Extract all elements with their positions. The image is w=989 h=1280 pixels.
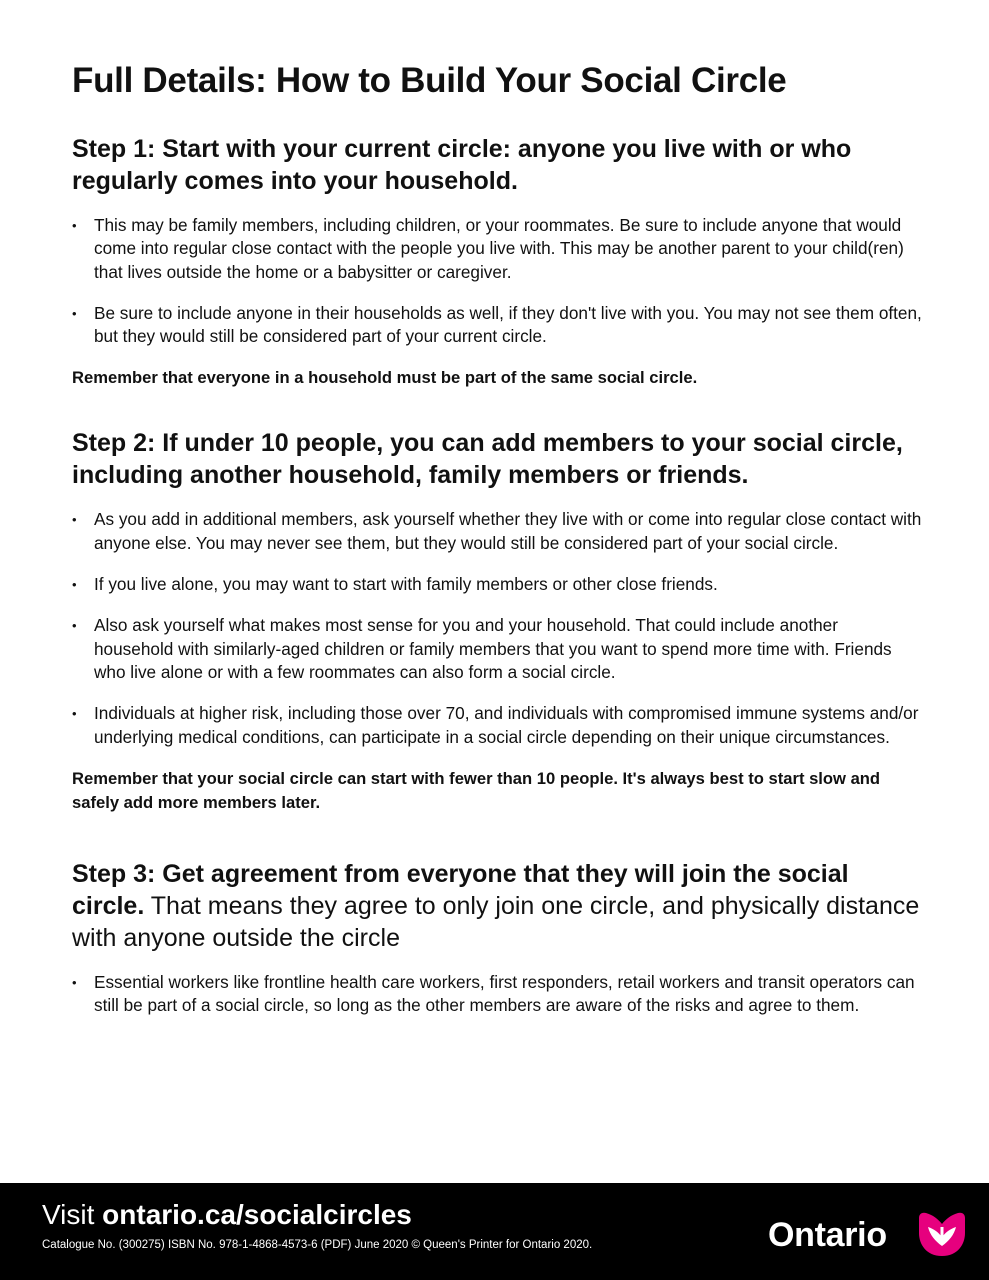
ontario-trillium-icon (916, 1207, 968, 1259)
step-2-heading: Step 2: If under 10 people, you can add members to your social circle, including another household, family members or friends. (72, 429, 903, 490)
footer-bar (0, 1183, 989, 1280)
step-2-section (72, 427, 922, 814)
visit-line (42, 1197, 412, 1233)
list-item: • Also ask yourself what makes most sense for you and your household. That could include another household with similarly-aged children or family members that you want to spend more time with. Friends who live alone or with a few roommates can also form a social circle. (72, 614, 922, 684)
list-item: • Individuals at higher risk, including those over 70, and individuals with compromised immune systems and/or underlying medical conditions, can participate in a social circle depending on their unique circumstances. (72, 702, 922, 749)
page-title: Full Details: How to Build Your Social Circle (72, 61, 787, 100)
list-item: • Essential workers like frontline health care workers, first responders, retail workers and transit operators can still be part of a social circle, so long as the other members are aware of the risks and agree to them. (72, 971, 922, 1018)
document-body (72, 58, 922, 1035)
step-1-bullets (72, 214, 922, 348)
visit-prefix: Visit (42, 1199, 103, 1230)
step-3-section (72, 858, 922, 1018)
step-2-reminder: Remember that your social circle can start with fewer than 10 people. It's always best to start slow and safely add more members later. (72, 768, 881, 812)
step-3-bullets (72, 971, 922, 1018)
step-3-heading-light: That means they agree to only join one circle, and physically distance with anyone outside the circle (72, 891, 920, 952)
step-1-heading: Step 1: Start with your current circle: anyone you live with or who regularly comes into your household. (72, 135, 852, 195)
ontario-wordmark: Ontario (768, 1216, 887, 1254)
catalogue-info: Catalogue No. (300275) ISBN No. 978-1-4868-4573-6 (PDF) June 2020 © Queen's Printer for Ontario 2020. (42, 1239, 593, 1251)
step-3-heading-bold: Step 3: Get agreement from everyone that they will join the social circle. (72, 859, 849, 920)
list-item: • This may be family members, including children, or your roommates. Be sure to include anyone that would come into regular close contact with the people you live with. This may be another parent to your child(ren) that lives outside the home or a babysitter or caregiver. (72, 214, 922, 284)
step-1-reminder: Remember that everyone in a household must be part of the same social circle. (72, 368, 698, 388)
list-item: • Be sure to include anyone in their households as well, if they don't live with you. You may not see them often, but they would still be considered part of your current circle. (72, 302, 922, 349)
step-2-bullets (72, 508, 922, 748)
list-item: • If you live alone, you may want to start with family members or other close friends. (72, 573, 922, 596)
step-3-heading (72, 858, 922, 954)
list-item: • As you add in additional members, ask yourself whether they live with or come into regular close contact with anyone else. You may never see them, but they would still be considered part of your social circle. (72, 508, 922, 555)
step-1-section (72, 133, 922, 390)
visit-url-link[interactable]: ontario.ca/socialcircles (102, 1199, 412, 1230)
